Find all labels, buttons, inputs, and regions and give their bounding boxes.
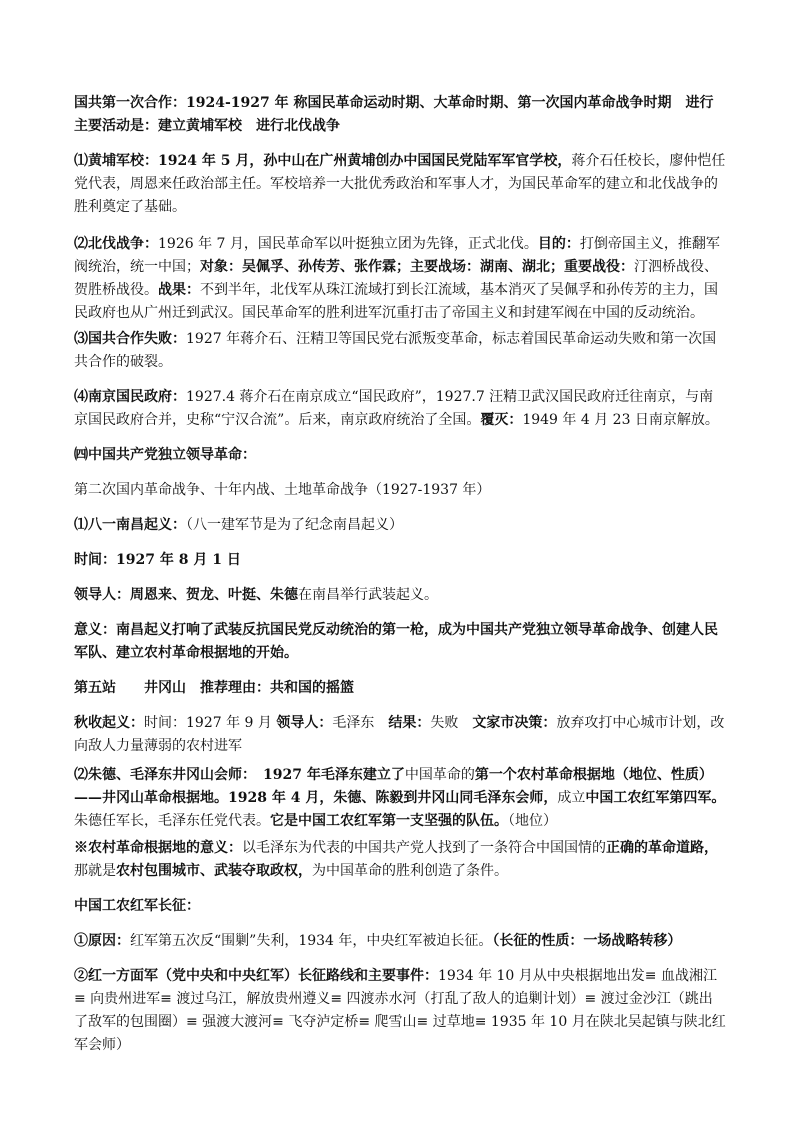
autumn-leader-label: 领导人：: [276, 715, 333, 731]
expedition-result-label: 战果：: [158, 282, 200, 298]
autumn-time-label: 时间：: [144, 715, 186, 731]
paragraph-first-cooperation: [74, 92, 726, 138]
expedition-goal-label: 目的：: [537, 236, 580, 252]
failure-heading: ⑶国共合作失败：: [74, 331, 186, 347]
expedition-heading: ⑵北伐战争：: [74, 236, 158, 252]
rural-heading: ※农村革命根据地的意义：: [74, 840, 242, 856]
meeting-body-7: （地位）: [508, 813, 557, 829]
paragraph-cooperation-failure: [74, 328, 726, 374]
autumn-time: 1927 年 9 月: [186, 715, 277, 731]
whampoa-body: 蒋介石任校长，廖仲恺任党代表，周恩来任政治部主任。军校培养一大批优秀政治和军事人才，为国民革命军的建立和北伐战争的胜利奠定了基础。: [74, 153, 726, 215]
meeting-body-2: 第一个农村革命根据地（地位、性质）——井冈山革命根据地。1928 年 4 月，朱德、陈毅到井冈山同毛泽东会师，: [74, 767, 713, 806]
cause-heading: ①原因：: [74, 933, 130, 949]
paragraph-nanchang-time: [74, 549, 726, 572]
paragraph-nanchang-significance: [74, 619, 726, 665]
section-heading-ccp-independent: [74, 444, 726, 467]
nanchang-heading: ⑴八一南昌起义：: [74, 517, 186, 533]
rural-body-5: 为中国革命的胜利创造了条件。: [312, 863, 508, 879]
failure-body: 1927 年蒋介石、汪精卫等国民党右派叛变革命，标志着国民革命运动失败和第一次国共合作的破裂。: [74, 331, 717, 370]
long-march-heading: 中国工农红军长征：: [74, 898, 200, 914]
paragraph-jinggangshan-meeting: [74, 764, 726, 833]
meeting-body-1: 中国革命的: [404, 767, 475, 783]
paragraph-nanchang-uprising: [74, 514, 726, 537]
expedition-goal: 打倒帝国主义，推翻军阀统治，统一中国；: [74, 236, 720, 275]
paragraph-fifth-stop: [74, 677, 726, 700]
nanjing-fall-label: 覆灭：: [480, 412, 523, 428]
paragraph-nanchang-leaders: [74, 584, 726, 607]
nanchang-leaders: 领导人：周恩来、贺龙、叶挺、朱德: [74, 587, 298, 603]
expedition-result: 不到半年，北伐军从珠江流域打到长江流域，基本消灭了吴佩孚和孙传芳的主力，国民政府也从广州迁到武汉。国民革命军的胜利进军沉重打击了帝国主义和封建军阀在中国的反动统治。: [74, 282, 718, 321]
paragraph-second-civil-war: [74, 479, 726, 502]
paragraph-autumn-harvest: [74, 712, 726, 758]
fifth-stop-text: 第五站 井冈山 推荐理由：共和国的摇篮: [74, 680, 354, 696]
meeting-body-3: 成立: [557, 790, 586, 806]
paragraph-rural-base-significance: [74, 837, 726, 883]
autumn-result-label: 结果：: [388, 715, 431, 731]
autumn-result: 失败: [430, 715, 473, 731]
meeting-body-5: 朱德任军长，毛泽东任党代表。: [74, 813, 270, 829]
rural-body-2: 正确的革命道路，: [606, 840, 718, 856]
route-body: 1934 年 10 月从中央根据地出发≡ 血战湘江≡ 向贵州进军≡ 渡过乌江，解放贵州遵义≡ 四渡赤水河（打乱了敌人的追剿计划）≡ 渡过金沙江（跳出了敌军的包围圈）≡ 强渡大渡河≡ 飞夺泸定桥≡ 爬雪山≡ 过草地≡ 1935 年 10 月在陕北吴起镇与陕北红军会师）: [74, 968, 726, 1053]
nanchang-time: 时间：1927 年 8 月 1 日: [74, 552, 241, 568]
cause-nature: （长征的性质：一场战略转移）: [492, 933, 682, 949]
first-cooperation-text: 国共第一次合作：1924-1927 年 称国民革命运动时期、大革命时期、第一次国内革命战争时期 进行主要活动是：建立黄埔军校 进行北伐战争: [74, 95, 714, 134]
meeting-body-4: 中国工农红军第四军。: [585, 790, 726, 806]
autumn-leader: 毛泽东: [332, 715, 389, 731]
paragraph-whampoa: [74, 150, 726, 219]
section-heading-long-march: [74, 895, 726, 918]
paragraph-northern-expedition: [74, 233, 726, 325]
nanchang-significance: 意义：南昌起义打响了武装反抗国民党反动统治的第一枪，成为中国共产党独立领导革命战争、创建人民军队、建立农村革命根据地的开始。: [74, 622, 718, 661]
nanjing-body: 1927.4 蒋介石在南京成立“国民政府”，1927.7 汪精卫武汉国民政府迁往南京，与南京国民政府合并，史称“宁汉合流”。后来，南京政府统治了全国。: [74, 389, 714, 428]
expedition-targets: 对象：吴佩孚、孙传芳、张作霖；主要战场：湖南、湖北；重要战役：: [200, 259, 634, 275]
autumn-heading: 秋收起义：: [74, 715, 144, 731]
whampoa-heading: ⑴黄埔军校：1924 年 5 月，孙中山在广州黄埔创办中国国民党陆军军官学校，: [74, 153, 572, 169]
rural-body-3: 那就是: [74, 863, 116, 879]
nanjing-fall: 1949 年 4 月 23 日南京解放。: [522, 412, 719, 428]
paragraph-long-march-cause: [74, 930, 726, 953]
route-heading: ②红一方面军（党中央和中央红军）长征路线和主要事件：: [74, 968, 438, 984]
nanjing-heading: ⑷南京国民政府：: [74, 389, 186, 405]
autumn-decision: 放弃攻打中心城市计划，改向敌人力量薄弱的农村进军: [74, 715, 725, 754]
meeting-heading: ⑵朱德、毛泽东井冈山会师： 1927 年毛泽东建立了: [74, 767, 405, 783]
expedition-battles: 汀泗桥战役、贺胜桥战役。: [74, 259, 718, 298]
nanchang-note: （八一建军节是为了纪念南昌起义）: [186, 517, 403, 533]
ccp-independent-heading: ㈣中国共产党独立领导革命：: [74, 447, 256, 463]
paragraph-nanjing-government: [74, 386, 726, 432]
paragraph-long-march-route: [74, 965, 726, 1057]
rural-body-1: 以毛泽东为代表的中国共产党人找到了一条符合中国国情的: [242, 840, 606, 856]
meeting-body-6: 它是中国工农红军第一支坚强的队伍。: [270, 813, 508, 829]
second-civil-war-text: 第二次国内革命战争、十年内战、土地革命战争（1927-1937 年）: [74, 482, 491, 498]
cause-body: 红军第五次反“围剿”失利，1934 年，中央红军被迫长征。: [130, 933, 493, 949]
nanchang-leaders-action: 在南昌举行武装起义。: [298, 587, 438, 603]
autumn-decision-label: 文家市决策：: [472, 715, 557, 731]
expedition-start: 1926 年 7 月，国民革命军以叶挺独立团为先锋，正式北伐。: [158, 236, 538, 252]
rural-body-4: 农村包围城市、武装夺取政权，: [116, 863, 312, 879]
